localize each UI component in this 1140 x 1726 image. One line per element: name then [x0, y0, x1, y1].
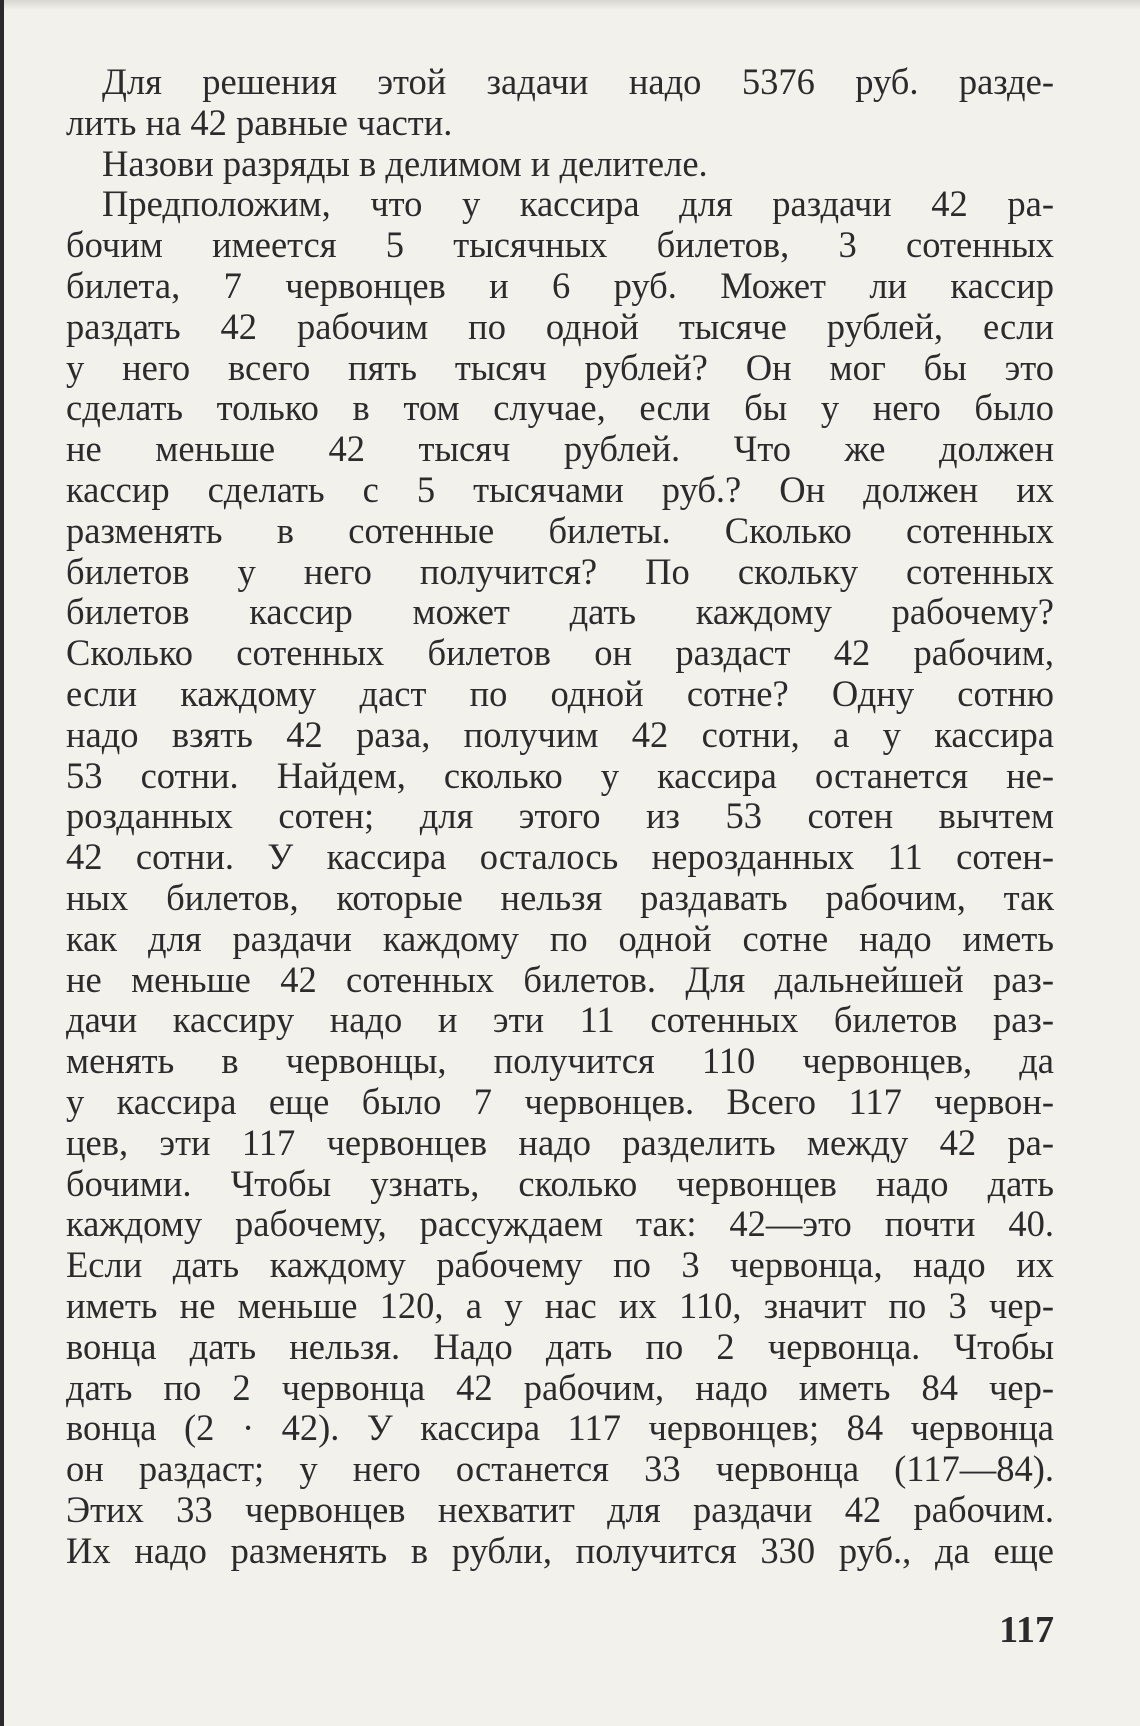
text-line: лить на 42 равные части.	[66, 101, 453, 143]
text-line: билетов кассир может дать каждому рабочему?	[66, 591, 1054, 633]
page-number: 117	[999, 1609, 1054, 1651]
paragraph	[66, 144, 1054, 185]
text-line: как для раздачи каждому по одной сотне надо иметь	[66, 917, 1054, 959]
paragraph	[66, 184, 1054, 1571]
text-line: ных билетов, которые нельзя раздавать рабочим, так	[66, 876, 1054, 918]
text-line: раздать 42 рабочим по одной тысяче рублей, если	[66, 305, 1054, 347]
paragraph	[66, 62, 1054, 144]
text-line: Этих 33 червонцев нехватит для раздачи 42 рабочим.	[66, 1488, 1054, 1530]
text-line: кассир сделать с 5 тысячами руб.? Он должен их	[66, 468, 1054, 510]
text-line: билета, 7 червонцев и 6 руб. Может ли кассир	[66, 264, 1054, 306]
text-line: каждому рабочему, рассуждаем так: 42—это почти 40.	[66, 1203, 1054, 1245]
text-line: сделать только в том случае, если бы у него было	[66, 387, 1054, 429]
text-line: Назови разряды в делимом и делителе.	[102, 142, 708, 184]
text-line: 42 сотни. У кассира осталось нерозданных 11 сотен-	[66, 836, 1054, 878]
text-line: цев, эти 117 червонцев надо разделить между 42 ра-	[66, 1121, 1054, 1163]
text-line: надо взять 42 раза, получим 42 сотни, а у кассира	[66, 713, 1054, 755]
text-line: 53 сотни. Найдем, сколько у кассира останется не-	[66, 754, 1054, 796]
text-line: бочими. Чтобы узнать, сколько червонцев надо дать	[66, 1162, 1054, 1204]
text-line: у кассира еще было 7 червонцев. Всего 117 червон-	[66, 1080, 1054, 1122]
text-line: если каждому даст по одной сотне? Одну сотню	[66, 672, 1054, 714]
text-line: бочим имеется 5 тысячных билетов, 3 сотенных	[66, 224, 1054, 266]
text-line: Их надо разменять в рубли, получится 330 руб., да еще	[66, 1529, 1054, 1571]
text-line: вонца дать нельзя. Надо дать по 2 червонца. Чтобы	[66, 1325, 1054, 1367]
text-line: дать по 2 червонца 42 рабочим, надо иметь 84 чер-	[66, 1366, 1054, 1408]
text-line: Сколько сотенных билетов он раздаст 42 рабочим,	[66, 632, 1054, 674]
text-line: Для решения этой задачи надо 5376 руб. разде-	[102, 61, 1054, 102]
text-line: билетов у него получится? По скольку сотенных	[66, 550, 1054, 592]
text-line: розданных сотен; для этого из 53 сотен вычтем	[66, 795, 1054, 837]
text-line: Предположим, что у кассира для раздачи 42 ра-	[102, 183, 1054, 225]
text-line: разменять в сотенные билеты. Сколько сотенных	[66, 509, 1054, 551]
text-line: вонца (2 · 42). У кассира 117 червонцев; 84 червонца	[66, 1407, 1054, 1449]
text-line: он раздаст; у него останется 33 червонца (117—84).	[66, 1448, 1054, 1490]
page-text	[66, 62, 1054, 1571]
text-line: дачи кассиру надо и эти 11 сотенных билетов раз-	[66, 999, 1054, 1041]
text-line: менять в червонцы, получится 110 червонцев, да	[66, 1040, 1054, 1082]
text-line: Если дать каждому рабочему по 3 червонца, надо их	[66, 1244, 1054, 1286]
text-line: у него всего пять тысяч рублей? Он мог бы это	[66, 346, 1054, 388]
text-line: не меньше 42 сотенных билетов. Для дальнейшей раз-	[66, 958, 1054, 1000]
text-line: иметь не меньше 120, а у нас их 110, значит по 3 чер-	[66, 1284, 1054, 1326]
text-line: не меньше 42 тысяч рублей. Что же должен	[66, 428, 1054, 470]
